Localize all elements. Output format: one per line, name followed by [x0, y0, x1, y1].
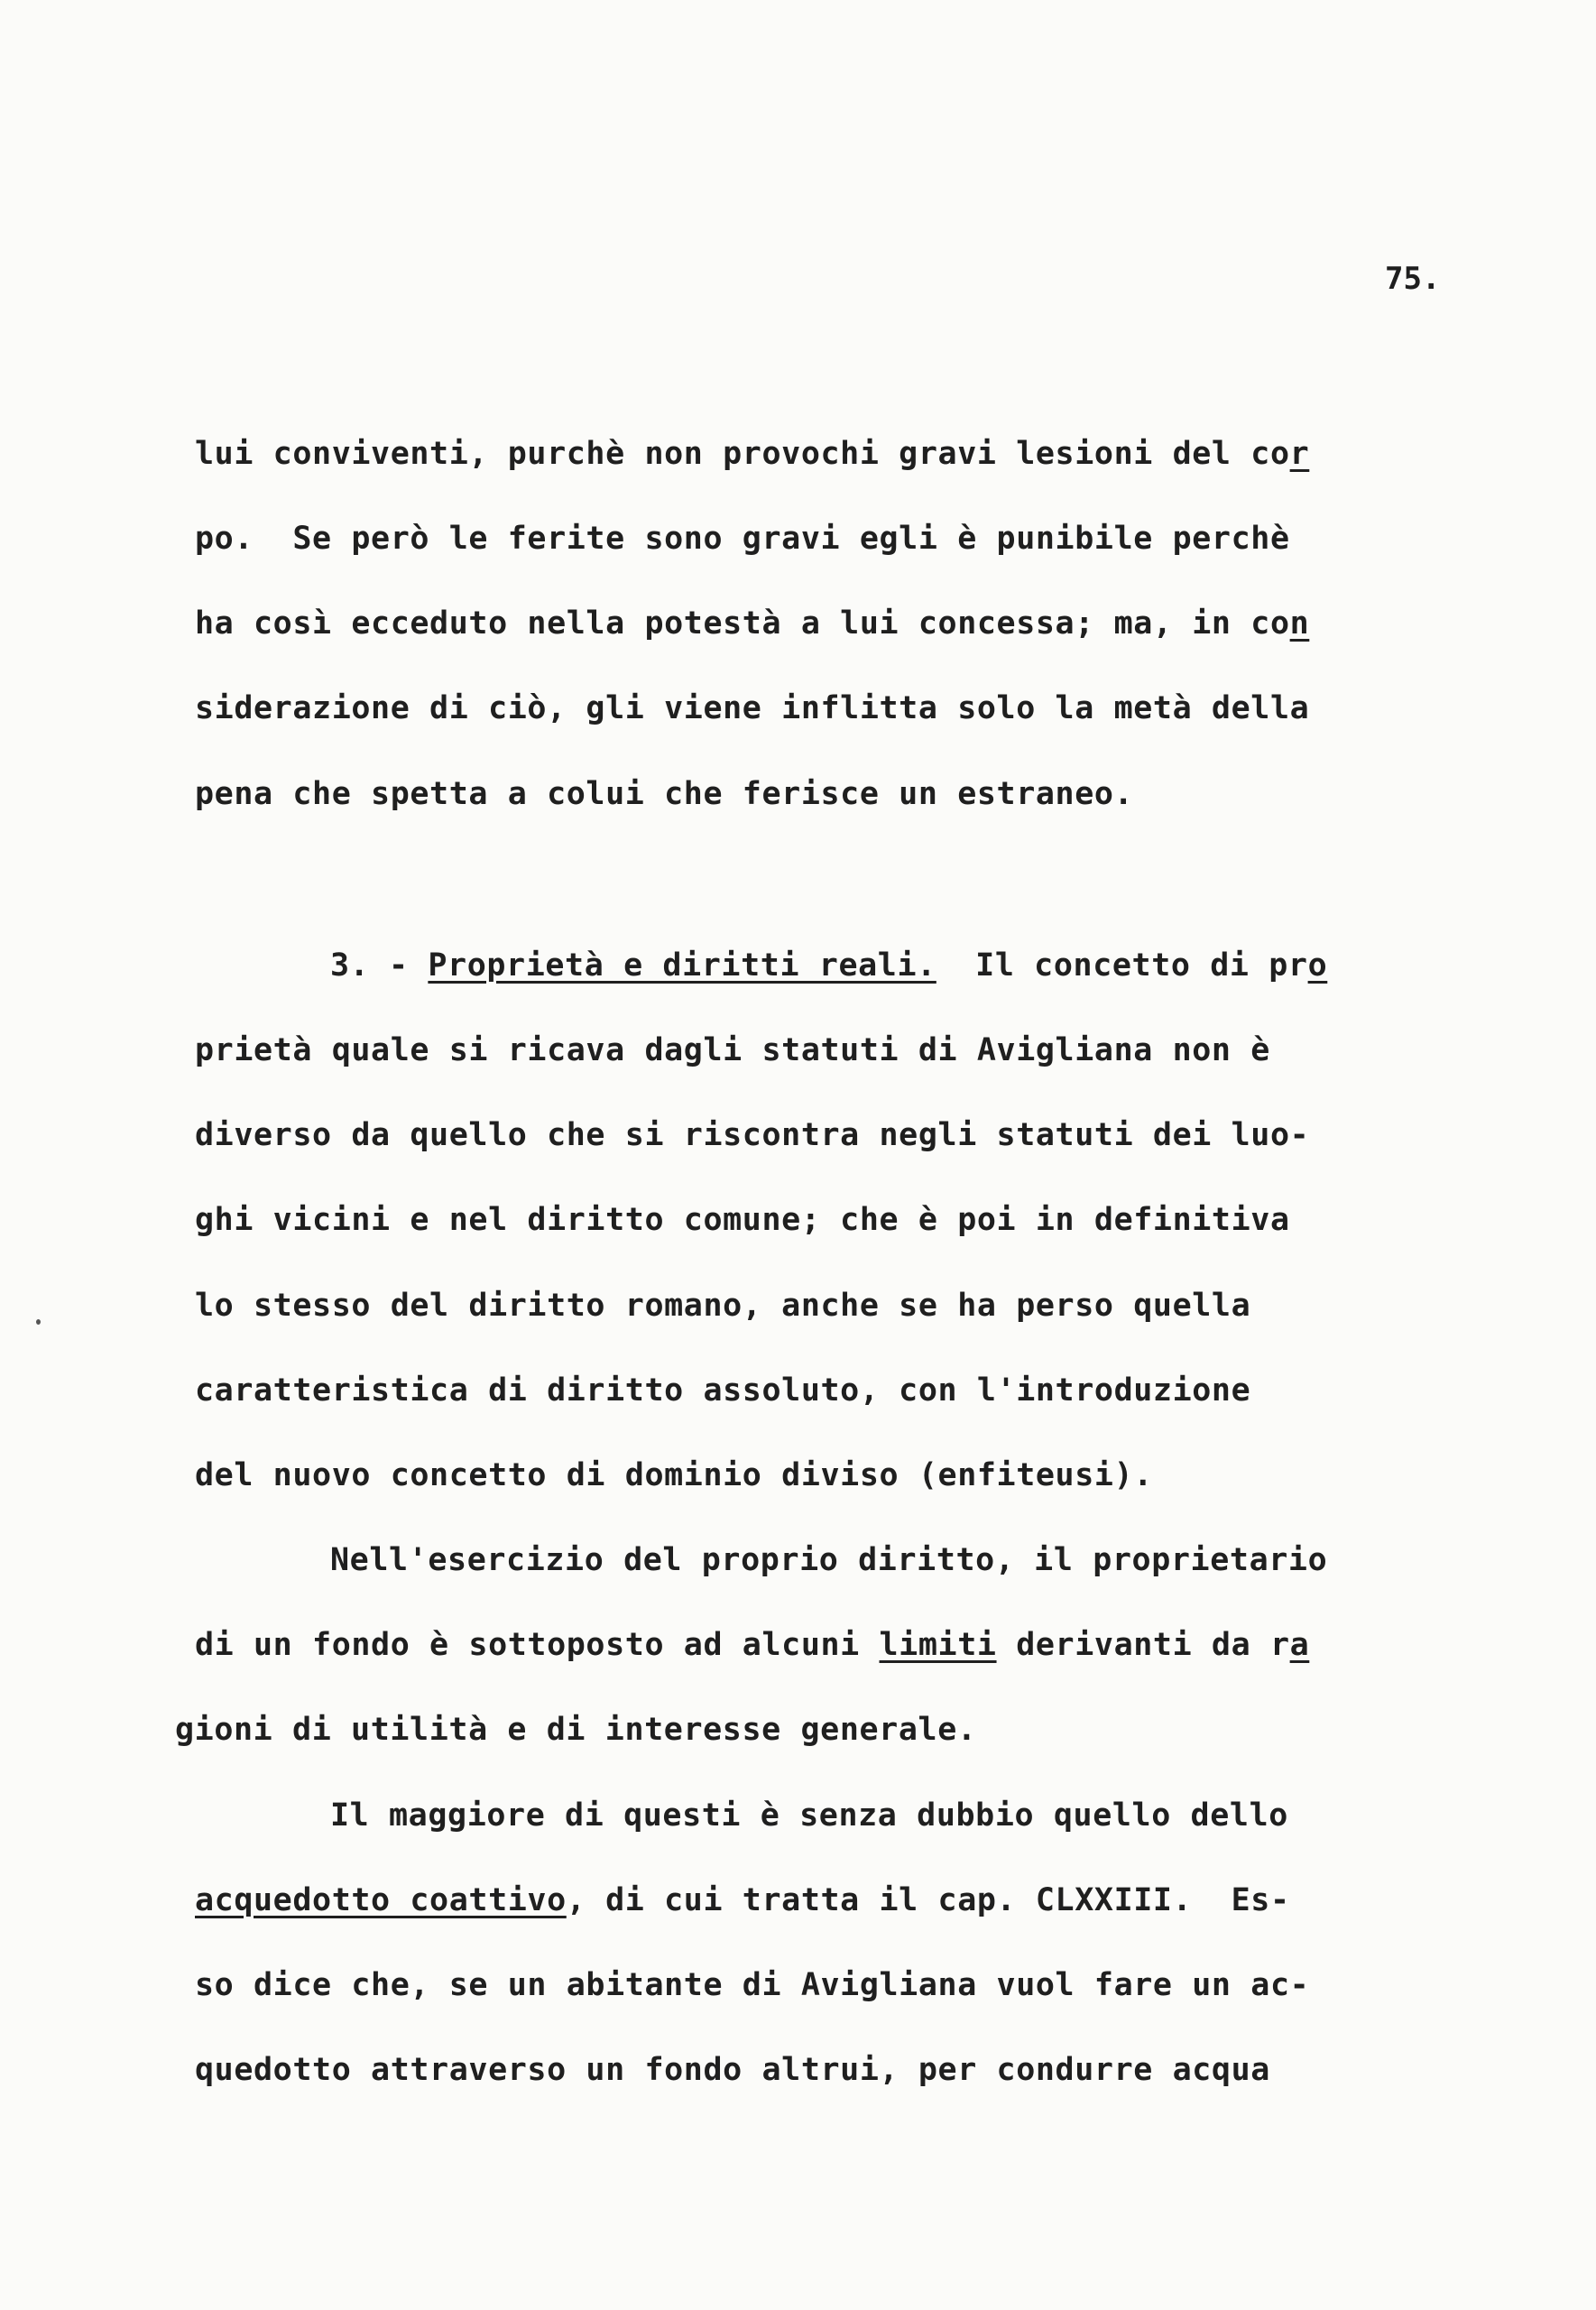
text-line: Nell'esercizio del proprio diritto, il proprietario	[330, 1542, 1328, 1578]
text-segment: Il concetto di pr	[936, 947, 1308, 984]
text-line: lo stesso del diritto romano, anche se ha perso quella	[195, 1288, 1251, 1324]
text-line: so dice che, se un abitante di Avigliana vuol fare un ac-	[195, 1967, 1310, 2003]
underlined-text: r	[1289, 436, 1310, 472]
text-segment: lui conviventi, purchè non provochi gravi lesioni del co	[195, 436, 1290, 472]
text-line: siderazione di ciò, gli viene inflitta solo la metà della	[195, 690, 1310, 726]
underlined-text: a	[1289, 1627, 1310, 1663]
text-line: Il maggiore di questi è senza dubbio quello dello	[330, 1797, 1288, 1834]
text-line: caratteristica di diritto assoluto, con l'introduzione	[195, 1372, 1251, 1409]
text-line	[195, 605, 1310, 642]
text-segment: , di cui tratta il cap. CLXXIII. Es-	[566, 1882, 1290, 1918]
text-line	[195, 1882, 1290, 1918]
scan-speck	[36, 1319, 41, 1325]
section-title: Proprietà e diritti reali.	[428, 947, 936, 984]
underlined-text: n	[1289, 605, 1310, 642]
underlined-text: limiti	[879, 1627, 997, 1663]
underlined-text: acquedotto coattivo	[195, 1882, 567, 1918]
text-line: gioni di utilità e di interesse generale.	[175, 1712, 977, 1748]
text-line: ghi vicini e nel diritto comune; che è poi in definitiva	[195, 1202, 1290, 1238]
text-line: prietà quale si ricava dagli statuti di Avigliana non è	[195, 1032, 1270, 1068]
text-line: del nuovo concetto di dominio diviso (enfiteusi).	[195, 1457, 1153, 1493]
text-line	[195, 1627, 1310, 1663]
text-segment: di un fondo è sottoposto ad alcuni	[195, 1627, 880, 1663]
section-heading-line	[330, 947, 1328, 984]
text-line: po. Se però le ferite sono gravi egli è punibile perchè	[195, 521, 1290, 557]
text-line: diverso da quello che si riscontra negli statuti dei luo-	[195, 1117, 1310, 1153]
underlined-text: o	[1307, 947, 1328, 984]
page-number: 75.	[1385, 261, 1441, 297]
text-line	[195, 436, 1310, 472]
text-segment: ha così ecceduto nella potestà a lui concessa; ma, in co	[195, 605, 1290, 642]
text-line: pena che spetta a colui che ferisce un estraneo.	[195, 776, 1134, 812]
section-number: 3. -	[330, 947, 429, 984]
text-segment: derivanti da r	[996, 1627, 1290, 1663]
text-line: quedotto attraverso un fondo altrui, per condurre acqua	[195, 2052, 1270, 2088]
